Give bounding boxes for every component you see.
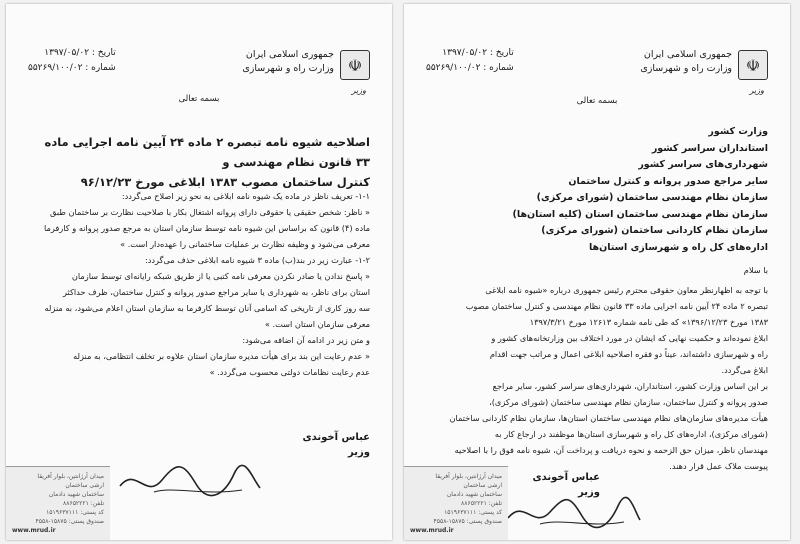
- signer-role: وزیر: [348, 447, 370, 458]
- amendment-body: [28, 188, 370, 380]
- body-line: راه و شهرسازی داشته‌اند، عیناً دو فقره اصلاحیه ابلاغی اعمال و مراتب جهت اقدام: [489, 349, 768, 359]
- greeting: با سلام: [743, 265, 768, 275]
- letter-footer: [404, 466, 508, 540]
- letterhead-ministry: وزارت راه و شهرسازی: [640, 63, 732, 74]
- recipient: سایر مراجع صدور پروانه و کنترل ساختمان: [568, 175, 768, 187]
- footer-line: کد پستی: ۱۵۱۹۶۳۷۱۱۱: [444, 509, 502, 516]
- letterhead-org: جمهوری اسلامی ایران: [245, 49, 334, 60]
- website-link[interactable]: www.mrud.ir: [12, 527, 56, 534]
- body-line: سه روز کاری از تاریخی که اسامی آنان توسط کارفرما به سازمان استان اعلام می‌شود، به منزله: [44, 303, 370, 313]
- minister-tag: وزیر: [749, 86, 764, 95]
- body-line: ۱-۱- تعریف ناظر در ماده یک شیوه نامه ابلاغی به نحو زیر اصلاح می‌گردد:: [121, 191, 370, 201]
- letter-amendment: [6, 4, 392, 540]
- footer-line: ارشی ساختمان: [65, 482, 104, 489]
- body-line: عدم رعایت نظامات دولتی محسوب می‌گردد. »: [209, 367, 370, 377]
- body-line: صدور پروانه و کنترل ساختمان، سازمان نظام مهندسی ساختمان (شورای مرکزی)،: [489, 397, 768, 407]
- footer-line: کد پستی: ۱۵۱۹۶۳۷۱۱۱: [46, 509, 104, 516]
- letter-footer: [6, 466, 110, 540]
- body-line: مهندسان ناظر، میزان حق الزحمه و نحوه دریافت و پرداخت آن، شیوه نامه فوق را با اصلاحیه: [454, 445, 768, 455]
- letterhead: [640, 48, 732, 76]
- letter-date: تاریخ : ۱۳۹۷/۰۵/۰۲: [442, 48, 514, 58]
- footer-line: میدان آرژانتین، بلوار آفریقا: [435, 473, 502, 480]
- body-line: استان برای ناظر، به شهرداری یا سایر مراجع صدور پروانه و کنترل ساختمان، ظرف حداکثر: [62, 287, 370, 297]
- salutation: بسمه تعالی: [178, 94, 220, 104]
- footer-line: میدان آرژانتین، بلوار آفریقا: [37, 473, 104, 480]
- body-line: و متن زیر در ادامه آن اضافه می‌شود:: [242, 335, 370, 345]
- body-line: (شورای مرکزی)، اداره‌های کل راه و شهرسازی استان‌ها موظفند در ارجاع کار به: [494, 429, 768, 439]
- amendment-title: [28, 132, 370, 192]
- body-line: معرفی سازمان استان است. »: [264, 319, 370, 329]
- recipient: استانداران سراسر کشور: [651, 142, 768, 154]
- signer-name: عباس آخوندی: [532, 472, 600, 483]
- letter-date: تاریخ : ۱۳۹۷/۰۵/۰۲: [44, 48, 116, 58]
- letterhead-org: جمهوری اسلامی ایران: [643, 49, 732, 60]
- footer-line: ارشی ساختمان: [463, 482, 502, 489]
- recipient: سازمان نظام مهندسی ساختمان (شورای مرکزی): [536, 192, 768, 203]
- minister-tag: وزیر: [351, 86, 366, 95]
- body-line: هیأت مدیره‌های سازمان‌های نظام مهندسی ساختمان استان‌ها، سازمان نظام کاردانی ساختمان: [449, 413, 768, 423]
- iran-emblem-icon: ☫: [738, 50, 768, 80]
- handwritten-signature-icon: [504, 490, 644, 534]
- title-line: اصلاحیه شیوه نامه تبصره ۲ ماده ۲۴ آیین نامه اجرایی ماده ۳۳ قانون نظام مهندسی و: [44, 135, 370, 169]
- recipient: سازمان نظام مهندسی ساختمان استان (کلیه استان‌ها): [512, 208, 768, 220]
- letterhead-ministry: وزارت راه و شهرسازی: [242, 63, 334, 74]
- body-line: ابلاغ نموده‌اند و حکمیت نهایی که ایشان در مورد اختلاف بین وزارتخانه‌های کشور و: [491, 333, 768, 343]
- body-line: ماده (۴) قانون که براساس این شیوه نامه توسط سازمان استان به مرجع صدور پروانه و کارفرما: [44, 223, 370, 233]
- recipient: اداره‌های کل راه و شهرسازی استان‌ها: [588, 241, 768, 253]
- body-line: پیوست ملاک عمل قرار دهند.: [669, 461, 768, 471]
- letter-meta: [426, 46, 514, 76]
- letter-meta: [28, 46, 116, 76]
- letter-number: شماره : ۵۵۲۶۹/۱۰۰/۰۲: [28, 63, 116, 73]
- body-line: « عدم رعایت این بند برای هیأت مدیره سازمان استان علاوه بر تخلف انتظامی، به منزله: [73, 351, 370, 361]
- footer-line: صندوق پستی: ۱۵۸۷۵-۴۵۵۸: [433, 518, 502, 525]
- letter-cover: [404, 4, 790, 540]
- body-line: بر این اساس وزارت کشور، استانداران، شهرداری‌های سراسر کشور، سایر مراجع: [492, 381, 768, 391]
- signer-role: وزیر: [578, 487, 600, 498]
- recipient: سازمان نظام کاردانی ساختمان (شورای مرکزی): [541, 225, 768, 236]
- recipient-list: [426, 124, 768, 256]
- body-line: با توجه به اظهارنظر معاون حقوقی محترم رئیس جمهوری درباره «شیوه نامه ابلاغی: [485, 285, 768, 295]
- body-line: تبصره ۲ ماده ۲۴ آیین نامه اجرایی ماده ۳۳ قانون نظام مهندسی و کنترل ساختمان مصوب: [465, 301, 768, 311]
- footer-line: تلفن: ۸۸۶۵۲۲۲۱: [461, 500, 502, 507]
- footer-line: صندوق پستی: ۱۵۸۷۵-۴۵۵۸: [35, 518, 104, 525]
- website-link[interactable]: www.mrud.ir: [410, 527, 454, 534]
- body-line: « پاسخ ندادن یا صادر نکردن معرفی نامه کتبی یا از طریق شبکه رایانه‌ای توسط سازمان: [71, 271, 370, 281]
- salutation: بسمه تعالی: [576, 96, 618, 106]
- cover-body: [426, 282, 768, 474]
- body-line: ۱۳۸۳ مورخ ۱۳۹۶/۱۲/۲۳» که طی نامه شماره ۱۲۶۱۳ مورخ ۱۳۹۷/۳/۲۱: [529, 317, 768, 327]
- handwritten-signature-icon: [114, 456, 264, 504]
- body-line: معرفی می‌شود و وظیفه نظارت بر عملیات ساختمانی را عهده‌دار است. »: [120, 239, 370, 249]
- letter-number: شماره : ۵۵۲۶۹/۱۰۰/۰۲: [426, 63, 514, 73]
- title-line: کنترل ساختمان مصوب ۱۳۸۳ ابلاغی مورخ ۹۶/۱۲/۲۳: [80, 175, 370, 189]
- iran-emblem-icon: ☫: [340, 50, 370, 80]
- recipient: وزارت کشور: [708, 126, 768, 137]
- signature-block: [28, 432, 370, 458]
- body-line: ابلاغ می‌گردد.: [721, 365, 768, 375]
- footer-line: ساختمان شهید دادمان: [446, 491, 502, 498]
- recipient: شهرداری‌های سراسر کشور: [638, 159, 768, 170]
- letterhead: [242, 48, 334, 76]
- footer-line: ساختمان شهید دادمان: [48, 491, 104, 498]
- signer-name: عباس آخوندی: [302, 432, 370, 443]
- footer-line: تلفن: ۸۸۶۵۲۲۲۱: [63, 500, 104, 507]
- body-line: ۱-۲- عبارت زیر در بند(ب) ماده ۳ شیوه نامه ابلاغی حذف می‌گردد:: [144, 255, 370, 265]
- body-line: « ناظر: شخص حقیقی یا حقوقی دارای پروانه اشتغال بکار با صلاحیت نظارت بر ساختمان طبق: [50, 207, 370, 217]
